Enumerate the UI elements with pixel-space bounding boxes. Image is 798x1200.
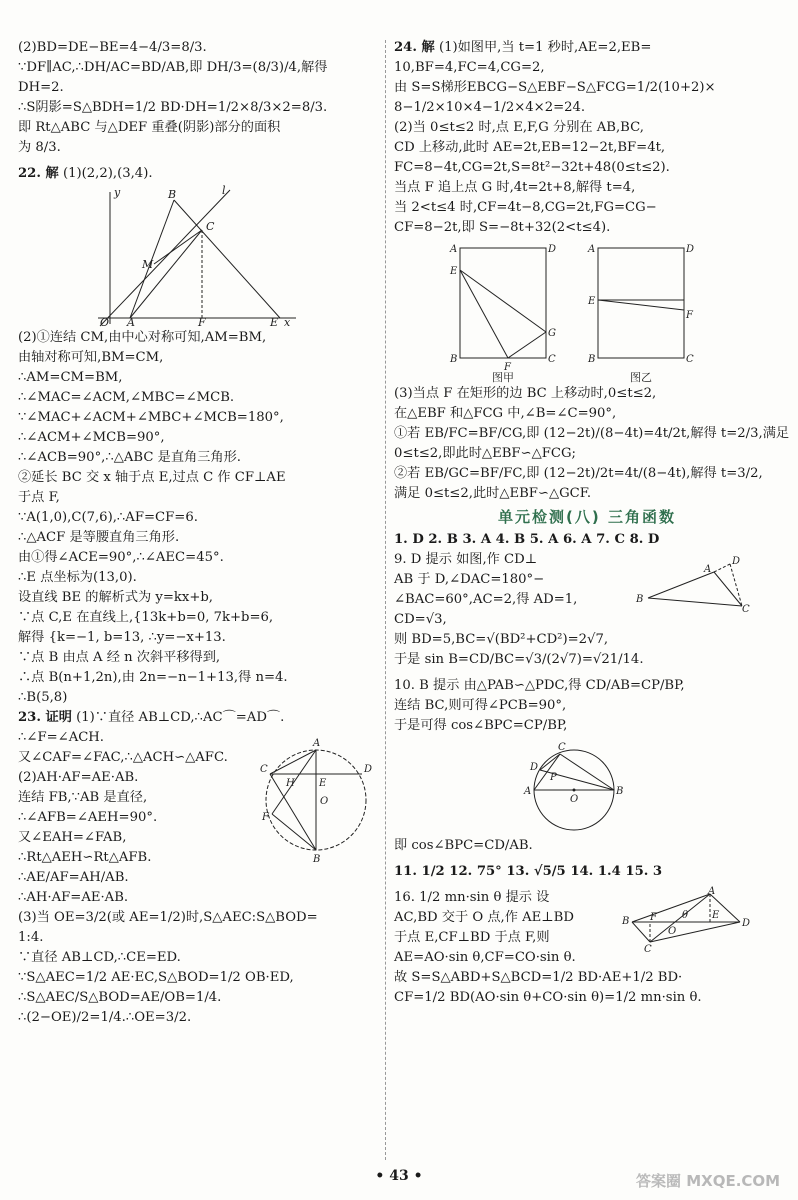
watermark: [632, 1128, 782, 1192]
q24-line: 10,BF=4,FC=4,CG=2,: [394, 60, 545, 75]
fig22-label-1: l: [222, 184, 226, 197]
q22-line: ∵A(1,0),C(7,6),∴AF=CF=6.: [18, 510, 198, 525]
q23-part3-line: ∴S△AEC/S△BOD=AE/OB=1/4.: [18, 990, 222, 1005]
q22-line: ∴∠ACM+∠MCB=90°,: [18, 430, 165, 445]
q22-line: 设直线 BE 的解析式为 y=kx+b,: [18, 590, 214, 605]
q24-line: 当点 F 追上点 G 时,4t=2t+8,解得 t=4,: [394, 180, 636, 195]
q21-line: DH=2.: [18, 80, 64, 95]
q23-part3-line: 1:4.: [18, 930, 44, 945]
q16-line: 16. 1/2 mn·sin θ 提示 设: [394, 890, 550, 905]
fig10-label-2: P: [550, 772, 557, 783]
q10-figure: [512, 736, 632, 836]
fig24a-caption: 图甲: [492, 371, 514, 384]
q21-line: 为 8/3.: [18, 140, 61, 155]
q21-line: 即 Rt△ABC 与△DEF 重叠(阴影)部分的面积: [18, 120, 281, 135]
fig16-label-1: B: [622, 916, 630, 927]
q24-line: (2)当 0≤t≤2 时,点 E,F,G 分别在 AB,BC,: [394, 120, 644, 135]
q22-line: ②延长 BC 交 x 轴于点 E,过点 C 作 CF⊥AE: [18, 470, 286, 485]
q9-line: ∠BAC=60°,AC=2,得 AD=1,: [394, 592, 578, 607]
q22-line: ∵点 C,E 在直线上,{13k+b=0, 7k+b=6,: [18, 610, 274, 625]
q24-line: 由 S=S梯形EBCG−S△EBF−S△FCG=1/2(10+2)×: [394, 80, 716, 95]
fig24b-label-2: E: [588, 296, 596, 307]
fig22-label-6: A: [127, 316, 135, 329]
fig22-label-8: E: [270, 316, 279, 329]
left-column: [18, 38, 376, 1028]
q24-label: 24. 解: [394, 40, 435, 55]
q23-part3-line: (3)当 OE=3/2(或 AE=1/2)时,S△AEC:S△BOD=: [18, 910, 318, 925]
fig10-label-0: C: [558, 742, 566, 753]
q24-figures: [450, 242, 780, 382]
q21-line: ∴S阴影=S△BDH=1/2 BD·DH=1/2×8/3×2=8/3.: [18, 100, 328, 115]
q23-part3-line: ∵直径 AB⊥CD,∴CE=ED.: [18, 950, 181, 965]
fig23-label-5: O: [320, 796, 329, 807]
q22-line: ∵点 B 由点 A 经 n 次斜平移得到,: [18, 650, 221, 665]
q23-line: 又∠CAF=∠FAC,∴△ACH∽△AFC.: [18, 750, 228, 765]
q24-solution: [394, 58, 780, 238]
q9-line: AB 于 D,∠DAC=180°−: [394, 572, 545, 587]
q21-line: (2)BD=DE−BE=4−4/3=8/3.: [18, 40, 207, 55]
q24-line: CF=8−2t,即 S=−8t+32(2<t≤4).: [394, 220, 611, 235]
fig10-label-1: D: [530, 762, 539, 773]
q24-part3-line: ②若 EB/GC=BF/FC,即 (12−2t)/2t=4t/(8−4t),解得 t=3/2,: [394, 466, 763, 481]
q10-line: 于是可得 cos∠BPC=CP/BP,: [394, 718, 568, 733]
q22-line: ∴点 B(n+1,2n),由 2n=−n−1+13,得 n=4.: [18, 670, 288, 685]
fig24a-label-6: C: [548, 354, 556, 365]
fig16-label-4: E: [712, 910, 720, 921]
fig22-label-7: F: [198, 316, 206, 329]
q22-line: ∴∠ACB=90°,∴△ABC 是直角三角形.: [18, 450, 241, 465]
q23-line: (2)AH·AF=AE·AB.: [18, 770, 139, 785]
q16-block: [394, 888, 780, 1008]
fig24b-caption: 图乙: [630, 371, 652, 384]
q16-line: AC,BD 交于 O 点,作 AE⊥BD: [394, 910, 574, 925]
q24-figure-yi: [588, 242, 695, 384]
fig22-label-4: M: [142, 258, 154, 271]
q16-line: AE=AO·sin θ,CF=CO·sin θ.: [394, 950, 576, 965]
fig22-label-9: x: [284, 316, 291, 329]
fig22-label-3: C: [206, 220, 215, 233]
fig24a-label-0: A: [450, 244, 458, 255]
q24-line: 8−1/2×10×4−1/2×4×2=24.: [394, 100, 586, 115]
fig24b-label-0: A: [588, 244, 596, 255]
q23-part3-line: ∵S△AEC=1/2 AE·EC,S△BOD=1/2 OB·ED,: [18, 970, 294, 985]
fig23-label-7: B: [313, 854, 321, 865]
q10-line: 10. B 提示 由△PAB∽△PDC,得 CD/AB=CP/BP,: [394, 678, 685, 693]
page-number: • 43 •: [375, 1168, 423, 1184]
q21-solution: [18, 38, 376, 158]
q23-label: 23. 证明: [18, 710, 72, 725]
q24-part3-line: 0≤t≤2,即此时△EBF∽△FCG;: [394, 446, 576, 461]
q23-line: 又∠EAH=∠FAB,: [18, 830, 127, 845]
q23-line: ∴AE/AF=AH/AB.: [18, 870, 129, 885]
q22-line: (2)①连结 CM,由中心对称可知,AM=BM,: [18, 330, 267, 345]
fig22-label-5: O: [100, 316, 110, 329]
answers-1-8: 1. D 2. B 3. A 4. B 5. A 6. A 7. C 8. D: [394, 532, 660, 547]
q10-conclusion: 即 cos∠BPC=CD/AB.: [394, 838, 533, 853]
q23-title: [18, 708, 376, 728]
q9-line: 于是 sin B=CD/BC=√3/(2√7)=√21/14.: [394, 652, 644, 667]
fig9-label-1: D: [732, 556, 741, 567]
fig24a-label-1: D: [548, 244, 557, 255]
fig10-label-4: O: [570, 794, 579, 805]
q16-line: CF=1/2 BD(AO·sin θ+CO·sin θ)=1/2 mn·sin θ.: [394, 990, 702, 1005]
section-title: 单元检测(八) 三角函数: [498, 508, 676, 526]
q10-solution: [394, 676, 780, 736]
fig23-label-0: A: [313, 738, 321, 749]
q22-solution: [18, 328, 376, 708]
q22-line: 由①得∠ACE=90°,∴∠AEC=45°.: [18, 550, 224, 565]
q22-line: ∴E 点坐标为(13,0).: [18, 570, 137, 585]
fig24a-label-4: B: [450, 354, 458, 365]
fig24a-label-3: G: [548, 328, 556, 339]
fig16-label-7: C: [644, 944, 652, 955]
fig22-label-2: B: [168, 188, 177, 201]
fig24a-label-2: E: [450, 266, 458, 277]
fig23-label-4: E: [319, 778, 327, 789]
fig23-label-2: D: [364, 764, 373, 775]
q24-part3-line: (3)当点 F 在矩形的边 BC 上移动时,0≤t≤2,: [394, 386, 657, 401]
q24-part3: [394, 384, 790, 504]
q22-figure: [18, 184, 376, 329]
q21-line: ∵DF∥AC,∴DH/AC=BD/AB,即 DH/3=(8/3)/4,解得: [18, 60, 328, 75]
q22-line: ∴B(5,8): [18, 690, 68, 705]
q24-line: FC=8−4t,CG=2t,S=8t²−32t+48(0≤t≤2).: [394, 160, 670, 175]
q16-line: 于点 E,CF⊥BD 于点 F,则: [394, 930, 550, 945]
q24-part3-line: ①若 EB/FC=BF/CG,即 (12−2t)/(8−4t)=4t/2t,解得 t=2/3,满足: [394, 426, 790, 441]
q23-line: ∴∠F=∠ACH.: [18, 730, 104, 745]
q24-part3-line: 在△EBF 和△FCG 中,∠B=∠C=90°,: [394, 406, 617, 421]
q10-line: 连结 BC,则可得∠PCB=90°,: [394, 698, 567, 713]
q22-line: ∵∠MAC+∠ACM+∠MBC+∠MCB=180°,: [18, 410, 284, 425]
q24-part1: (1)如图甲,当 t=1 秒时,AE=2,EB=: [438, 40, 652, 55]
fig24b-label-5: C: [686, 354, 694, 365]
q22-line: 于点 F,: [18, 490, 60, 505]
q22-line: ∴△ACF 是等腰直角三角形.: [18, 530, 180, 545]
q22-label: 22. 解: [18, 166, 59, 181]
q24-line: CD 上移动,此时 AE=2t,EB=12−2t,BF=4t,: [394, 140, 666, 155]
q23-part1: (1)∵直径 AB⊥CD,∴AC⌒=AD⌒.: [76, 710, 285, 725]
q23-block: [18, 728, 376, 908]
fig16-label-3: θ: [682, 910, 689, 921]
q9-block: [394, 550, 780, 670]
fig9-label-0: A: [704, 564, 712, 575]
watermark-text: 答案圈 MXQE.COM: [636, 1172, 781, 1190]
q22-line: 解得 {k=−1, b=13, ∴y=−x+13.: [18, 630, 226, 645]
fig16-label-5: D: [742, 918, 751, 929]
fig16-label-2: F: [650, 912, 657, 923]
q9-figure: [634, 552, 754, 615]
fig9-label-3: C: [742, 604, 750, 615]
q23-line: ∴AH·AF=AE·AB.: [18, 890, 129, 905]
q22-line: ∴AM=CM=BM,: [18, 370, 123, 385]
fig10-label-3: A: [524, 786, 532, 797]
fig23-label-3: H: [286, 778, 295, 789]
fig24b-label-4: B: [588, 354, 596, 365]
right-column: [394, 38, 790, 1008]
q24-figure-jia: [450, 242, 557, 384]
fig23-label-6: F: [262, 812, 269, 823]
q23-line: 连结 FB,∵AB 是直径,: [18, 790, 148, 805]
q23-line: ∴∠AFB=∠AEH=90°.: [18, 810, 158, 825]
fig10-label-5: B: [616, 786, 624, 797]
q22-line: 由轴对称可知,BM=CM,: [18, 350, 164, 365]
fig23-label-1: C: [260, 764, 268, 775]
q24-title: [394, 38, 780, 58]
q23-line: ∴Rt△AEH∽Rt△AFB.: [18, 850, 152, 865]
fig16-label-6: O: [668, 926, 677, 937]
q22-title: [18, 164, 376, 184]
q9-line: 9. D 提示 如图,作 CD⊥: [394, 552, 538, 567]
q9-line: CD=√3,: [394, 612, 447, 627]
fig22-label-0: y: [114, 186, 121, 199]
fig24b-label-1: D: [686, 244, 695, 255]
q23-part3-line: ∴(2−OE)/2=1/4.∴OE=3/2.: [18, 1010, 192, 1025]
fig24a-label-5: F: [504, 362, 511, 373]
fig16-label-0: A: [708, 886, 716, 897]
q23-figure: [258, 732, 376, 868]
q22-line: ∴∠MAC=∠ACM,∠MBC=∠MCB.: [18, 390, 235, 405]
fig24b-label-3: F: [686, 310, 693, 321]
fig9-label-2: B: [636, 594, 644, 605]
q22-part1: (1)(2,2),(3,4).: [62, 166, 153, 181]
column-divider: [385, 40, 386, 1160]
q24-part3-line: 满足 0≤t≤2,此时△EBF∽△GCF.: [394, 486, 592, 501]
answers-11-15: 11. 1/2 12. 75° 13. √5/5 14. 1.4 15. 3: [394, 864, 663, 879]
q16-line: 故 S=S△ABD+S△BCD=1/2 BD·AE+1/2 BD·: [394, 970, 683, 985]
q23-part3: [18, 908, 376, 1028]
q24-line: 当 2<t≤4 时,CF=4t−8,CG=2t,FG=CG−: [394, 200, 657, 215]
q9-line: 则 BD=5,BC=√(BD²+CD²)=2√7,: [394, 632, 609, 647]
q16-figure: [620, 888, 754, 954]
